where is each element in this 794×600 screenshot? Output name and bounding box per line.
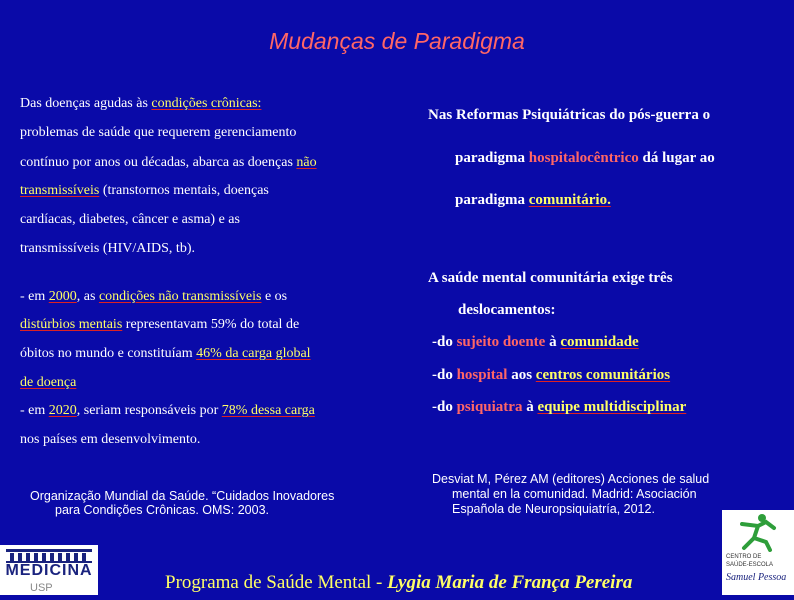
text: - em — [20, 289, 49, 304]
text: paradigma — [455, 192, 529, 208]
left-bullet-1-line-3 — [20, 346, 311, 362]
highlight: comunidade — [560, 334, 639, 350]
highlight: 2000 — [48, 289, 77, 304]
slide-title: Mudanças de Paradigma — [269, 28, 525, 54]
left-line-3 — [20, 155, 317, 171]
left-bullet-1-line-2 — [20, 317, 299, 333]
highlight: distúrbios mentais — [20, 317, 123, 332]
highlight: transmissíveis — [20, 183, 100, 198]
left-line-5: cardíacas, diabetes, câncer e asma) e as — [20, 212, 240, 227]
text: dá lugar ao — [638, 150, 715, 166]
medicina-usp-logo — [0, 545, 98, 595]
left-line-2: problemas de saúde que requerem gerenciamento — [20, 125, 297, 140]
logo-line-1: CENTRO DE — [726, 554, 762, 560]
left-reference-line-2: para Condições Crônicas. OMS: 2003. — [55, 503, 269, 517]
text: à — [545, 334, 561, 350]
highlight: centros comunitários — [535, 367, 671, 383]
left-bullet-1-line-4 — [20, 375, 76, 391]
text: aos — [507, 367, 536, 383]
medicina-logo-text: MEDICINA — [5, 562, 93, 579]
emphasis: hospitalocêntrico — [528, 150, 639, 166]
left-line-6: transmissíveis (HIV/AIDS, tb). — [20, 241, 195, 256]
emphasis: hospital — [456, 367, 508, 383]
displacement-1 — [432, 334, 639, 351]
text: e os — [261, 289, 288, 304]
emphasis: sujeito doente — [456, 334, 546, 350]
left-reference-line-1: Organização Mundial da Saúde. “Cuidados Inovadores — [30, 489, 335, 503]
highlight: não — [296, 155, 317, 170]
text: -do — [432, 367, 457, 383]
footer — [165, 572, 632, 594]
left-line-1 — [20, 96, 261, 112]
emphasis: psiquiatra — [456, 399, 523, 415]
highlight: 46% da carga global — [196, 346, 311, 361]
right-reference-line-3: Española de Neuropsiquiatría, 2012. — [452, 502, 655, 516]
right-line-1: Nas Reformas Psiquiátricas do pós-guerra o — [428, 107, 711, 123]
displacement-3 — [432, 399, 686, 416]
highlight: comunitário. — [528, 192, 611, 208]
text: óbitos no mundo e constituíam — [20, 346, 197, 361]
right-line-4: A saúde mental comunitária exige três — [428, 270, 673, 286]
footer-author: Lygia Maria de França Pereira — [387, 572, 633, 593]
highlight: de doença — [20, 375, 77, 390]
highlight: 2020 — [48, 403, 77, 418]
text: (transtornos mentais, doenças — [99, 183, 269, 198]
text: contínuo por anos ou décadas, abarca as doenças — [20, 155, 297, 170]
highlight: 78% dessa carga — [221, 403, 315, 418]
centro-saude-escola-logo — [722, 510, 794, 595]
text: , seriam responsáveis por — [76, 403, 222, 418]
text: representavam 59% do total de — [122, 317, 300, 332]
left-line-4 — [20, 183, 269, 199]
left-bullet-2-line-1 — [20, 403, 315, 419]
highlight: condições não transmissíveis — [98, 289, 262, 304]
right-reference-line-1: Desviat M, Pérez AM (editores) Acciones de salud — [432, 472, 710, 486]
logo-line-2: SAÚDE-ESCOLA — [726, 562, 774, 568]
usp-logo-text: USP — [30, 582, 53, 594]
left-bullet-2-line-2: nos países em desenvolvimento. — [20, 432, 201, 447]
right-line-2 — [455, 150, 715, 167]
text: -do — [432, 334, 457, 350]
text: à — [522, 399, 538, 415]
text: - em — [20, 403, 49, 418]
logo-line-3: Samuel Pessoa — [726, 572, 787, 583]
text: -do — [432, 399, 457, 415]
figure-icon — [722, 510, 794, 552]
displacement-2 — [432, 367, 670, 384]
right-line-5: deslocamentos: — [458, 302, 556, 318]
footer-program: Programa de Saúde Mental - — [165, 572, 388, 593]
highlight: equipe multidisciplinar — [537, 399, 687, 415]
right-reference-line-2: mental en la comunidad. Madrid: Asociación — [452, 487, 697, 501]
highlight: condições crônicas: — [151, 96, 262, 111]
left-bullet-1-line-1 — [20, 289, 287, 305]
text: , as — [76, 289, 99, 304]
text: Das doenças agudas às — [20, 96, 152, 111]
right-line-3 — [455, 192, 611, 209]
text: paradigma — [455, 150, 529, 166]
